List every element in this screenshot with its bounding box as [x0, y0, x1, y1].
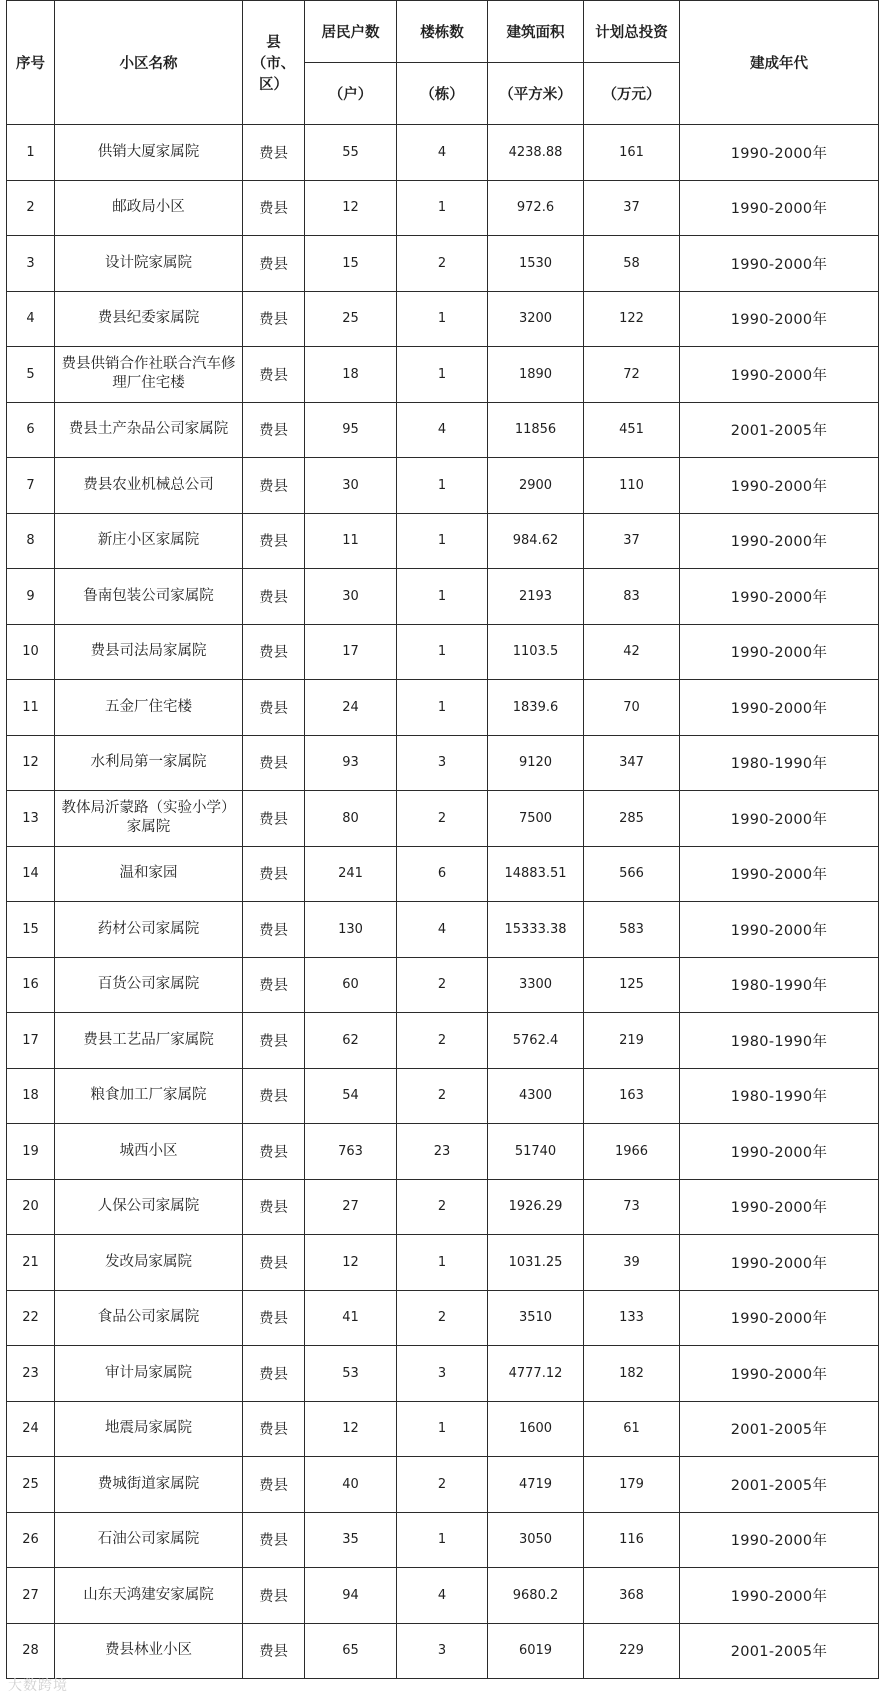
- table-row: [7, 1290, 879, 1346]
- cell-county: 费县: [243, 402, 305, 458]
- cell-investment: 583: [584, 902, 680, 958]
- cell-name: 地震局家属院: [55, 1401, 243, 1457]
- cell-seq: 25: [7, 1457, 55, 1513]
- table-row: [7, 1623, 879, 1679]
- cell-seq: 14: [7, 846, 55, 902]
- cell-era: 2001-2005年: [680, 402, 879, 458]
- cell-era: 1990-2000年: [680, 125, 879, 181]
- table-row: [7, 347, 879, 403]
- cell-area: 1926.29: [488, 1179, 584, 1235]
- cell-households: 40: [305, 1457, 397, 1513]
- cell-buildings: 2: [397, 957, 488, 1013]
- cell-investment: 161: [584, 125, 680, 181]
- cell-households: 35: [305, 1512, 397, 1568]
- cell-buildings: 4: [397, 402, 488, 458]
- cell-buildings: 2: [397, 1068, 488, 1124]
- cell-name: 费县农业机械总公司: [55, 458, 243, 514]
- cell-era: 1980-1990年: [680, 957, 879, 1013]
- table-row: [7, 1179, 879, 1235]
- cell-area: 1103.5: [488, 624, 584, 680]
- cell-county: 费县: [243, 1290, 305, 1346]
- cell-name: 费县供销合作社联合汽车修理厂住宅楼: [55, 347, 243, 403]
- cell-area: 7500: [488, 791, 584, 847]
- cell-era: 1990-2000年: [680, 347, 879, 403]
- cell-seq: 26: [7, 1512, 55, 1568]
- header-investment: 计划总投资: [584, 1, 680, 63]
- cell-seq: 13: [7, 791, 55, 847]
- cell-county: 费县: [243, 1124, 305, 1180]
- cell-seq: 28: [7, 1623, 55, 1679]
- cell-investment: 1966: [584, 1124, 680, 1180]
- cell-households: 15: [305, 236, 397, 292]
- cell-era: 2001-2005年: [680, 1401, 879, 1457]
- cell-era: 1990-2000年: [680, 1124, 879, 1180]
- table-row: [7, 902, 879, 958]
- cell-area: 4238.88: [488, 125, 584, 181]
- cell-name: 城西小区: [55, 1124, 243, 1180]
- cell-name: 费县林业小区: [55, 1623, 243, 1679]
- cell-county: 费县: [243, 791, 305, 847]
- cell-buildings: 1: [397, 1235, 488, 1291]
- cell-county: 费县: [243, 1013, 305, 1069]
- cell-buildings: 3: [397, 1346, 488, 1402]
- cell-county: 费县: [243, 347, 305, 403]
- header-era: 建成年代: [680, 1, 879, 125]
- cell-county: 费县: [243, 1623, 305, 1679]
- cell-seq: 19: [7, 1124, 55, 1180]
- cell-households: 65: [305, 1623, 397, 1679]
- cell-county: 费县: [243, 1346, 305, 1402]
- cell-investment: 347: [584, 735, 680, 791]
- cell-buildings: 1: [397, 624, 488, 680]
- cell-buildings: 1: [397, 680, 488, 736]
- table-row: [7, 180, 879, 236]
- cell-seq: 10: [7, 624, 55, 680]
- cell-buildings: 23: [397, 1124, 488, 1180]
- cell-investment: 125: [584, 957, 680, 1013]
- cell-name: 百货公司家属院: [55, 957, 243, 1013]
- cell-households: 763: [305, 1124, 397, 1180]
- cell-seq: 23: [7, 1346, 55, 1402]
- cell-seq: 20: [7, 1179, 55, 1235]
- header-households: 居民户数: [305, 1, 397, 63]
- cell-area: 15333.38: [488, 902, 584, 958]
- header-county: 县（市、区）: [243, 1, 305, 125]
- cell-households: 30: [305, 458, 397, 514]
- table-row: [7, 125, 879, 181]
- cell-buildings: 1: [397, 1401, 488, 1457]
- cell-buildings: 2: [397, 1457, 488, 1513]
- cell-investment: 133: [584, 1290, 680, 1346]
- cell-era: 1990-2000年: [680, 1290, 879, 1346]
- cell-buildings: 2: [397, 1290, 488, 1346]
- table-row: [7, 735, 879, 791]
- cell-name: 审计局家属院: [55, 1346, 243, 1402]
- cell-name: 石油公司家属院: [55, 1512, 243, 1568]
- cell-seq: 8: [7, 513, 55, 569]
- cell-era: 1990-2000年: [680, 1568, 879, 1624]
- cell-name: 山东天鸿建安家属院: [55, 1568, 243, 1624]
- cell-seq: 12: [7, 735, 55, 791]
- table-row: [7, 1013, 879, 1069]
- table-row: [7, 1068, 879, 1124]
- cell-households: 12: [305, 1401, 397, 1457]
- cell-county: 费县: [243, 902, 305, 958]
- table-row: [7, 236, 879, 292]
- cell-seq: 18: [7, 1068, 55, 1124]
- cell-seq: 17: [7, 1013, 55, 1069]
- cell-name: 供销大厦家属院: [55, 125, 243, 181]
- table-row: [7, 1512, 879, 1568]
- cell-households: 12: [305, 1235, 397, 1291]
- housing-table: [6, 0, 879, 1679]
- header-buildings: 楼栋数: [397, 1, 488, 63]
- cell-area: 1890: [488, 347, 584, 403]
- cell-era: 1980-1990年: [680, 735, 879, 791]
- cell-era: 1990-2000年: [680, 1179, 879, 1235]
- table-row: [7, 1568, 879, 1624]
- cell-era: 1990-2000年: [680, 291, 879, 347]
- cell-investment: 229: [584, 1623, 680, 1679]
- cell-name: 邮政局小区: [55, 180, 243, 236]
- cell-seq: 7: [7, 458, 55, 514]
- cell-investment: 219: [584, 1013, 680, 1069]
- table-row: [7, 680, 879, 736]
- cell-name: 鲁南包装公司家属院: [55, 569, 243, 625]
- cell-era: 1990-2000年: [680, 236, 879, 292]
- cell-investment: 73: [584, 1179, 680, 1235]
- cell-name: 食品公司家属院: [55, 1290, 243, 1346]
- cell-name: 费县司法局家属院: [55, 624, 243, 680]
- cell-seq: 4: [7, 291, 55, 347]
- table-row: [7, 291, 879, 347]
- cell-county: 费县: [243, 1457, 305, 1513]
- cell-name: 费县工艺品厂家属院: [55, 1013, 243, 1069]
- cell-area: 4719: [488, 1457, 584, 1513]
- cell-buildings: 2: [397, 791, 488, 847]
- cell-era: 1990-2000年: [680, 846, 879, 902]
- cell-investment: 39: [584, 1235, 680, 1291]
- cell-county: 费县: [243, 1568, 305, 1624]
- cell-households: 41: [305, 1290, 397, 1346]
- header-area: 建筑面积: [488, 1, 584, 63]
- cell-county: 费县: [243, 1179, 305, 1235]
- cell-households: 25: [305, 291, 397, 347]
- cell-buildings: 1: [397, 291, 488, 347]
- cell-buildings: 4: [397, 902, 488, 958]
- cell-investment: 122: [584, 291, 680, 347]
- cell-seq: 15: [7, 902, 55, 958]
- cell-county: 费县: [243, 1512, 305, 1568]
- cell-buildings: 2: [397, 1179, 488, 1235]
- cell-era: 1990-2000年: [680, 1512, 879, 1568]
- header-investment-unit: （万元）: [584, 63, 680, 125]
- table-row: [7, 846, 879, 902]
- cell-era: 1990-2000年: [680, 569, 879, 625]
- cell-name: 温和家园: [55, 846, 243, 902]
- table-header: [7, 1, 879, 125]
- cell-households: 54: [305, 1068, 397, 1124]
- watermark: 大数跨境: [8, 1678, 68, 1694]
- header-seq: 序号: [7, 1, 55, 125]
- cell-seq: 16: [7, 957, 55, 1013]
- cell-buildings: 6: [397, 846, 488, 902]
- cell-area: 3200: [488, 291, 584, 347]
- cell-county: 费县: [243, 735, 305, 791]
- cell-era: 1990-2000年: [680, 624, 879, 680]
- cell-area: 2193: [488, 569, 584, 625]
- cell-name: 水利局第一家属院: [55, 735, 243, 791]
- table-row: [7, 402, 879, 458]
- cell-county: 费县: [243, 680, 305, 736]
- cell-investment: 70: [584, 680, 680, 736]
- cell-investment: 37: [584, 180, 680, 236]
- cell-county: 费县: [243, 1235, 305, 1291]
- table-row: [7, 624, 879, 680]
- cell-seq: 21: [7, 1235, 55, 1291]
- cell-era: 1980-1990年: [680, 1068, 879, 1124]
- cell-county: 费县: [243, 291, 305, 347]
- cell-households: 12: [305, 180, 397, 236]
- table-row: [7, 458, 879, 514]
- cell-households: 62: [305, 1013, 397, 1069]
- cell-households: 241: [305, 846, 397, 902]
- cell-buildings: 4: [397, 125, 488, 181]
- table-row: [7, 791, 879, 847]
- cell-investment: 179: [584, 1457, 680, 1513]
- cell-area: 14883.51: [488, 846, 584, 902]
- cell-buildings: 1: [397, 347, 488, 403]
- cell-households: 24: [305, 680, 397, 736]
- header-name: 小区名称: [55, 1, 243, 125]
- cell-buildings: 1: [397, 180, 488, 236]
- cell-investment: 566: [584, 846, 680, 902]
- cell-county: 费县: [243, 236, 305, 292]
- cell-investment: 37: [584, 513, 680, 569]
- cell-households: 30: [305, 569, 397, 625]
- table-row: [7, 1124, 879, 1180]
- cell-seq: 24: [7, 1401, 55, 1457]
- header-area-unit: （平方米）: [488, 63, 584, 125]
- cell-county: 费县: [243, 513, 305, 569]
- cell-investment: 163: [584, 1068, 680, 1124]
- cell-county: 费县: [243, 458, 305, 514]
- cell-seq: 11: [7, 680, 55, 736]
- cell-investment: 285: [584, 791, 680, 847]
- cell-seq: 22: [7, 1290, 55, 1346]
- cell-county: 费县: [243, 1401, 305, 1457]
- cell-era: 2001-2005年: [680, 1457, 879, 1513]
- cell-county: 费县: [243, 1068, 305, 1124]
- cell-era: 1990-2000年: [680, 1346, 879, 1402]
- cell-area: 11856: [488, 402, 584, 458]
- cell-seq: 6: [7, 402, 55, 458]
- cell-era: 1980-1990年: [680, 1013, 879, 1069]
- cell-buildings: 2: [397, 1013, 488, 1069]
- cell-era: 1990-2000年: [680, 791, 879, 847]
- cell-name: 五金厂住宅楼: [55, 680, 243, 736]
- table-row: [7, 1457, 879, 1513]
- cell-investment: 42: [584, 624, 680, 680]
- cell-buildings: 1: [397, 1512, 488, 1568]
- cell-era: 1990-2000年: [680, 1235, 879, 1291]
- cell-area: 972.6: [488, 180, 584, 236]
- cell-seq: 9: [7, 569, 55, 625]
- cell-households: 60: [305, 957, 397, 1013]
- cell-seq: 1: [7, 125, 55, 181]
- cell-name: 人保公司家属院: [55, 1179, 243, 1235]
- cell-buildings: 3: [397, 1623, 488, 1679]
- cell-name: 粮食加工厂家属院: [55, 1068, 243, 1124]
- cell-area: 1530: [488, 236, 584, 292]
- table-body: [7, 125, 879, 1679]
- cell-era: 1990-2000年: [680, 180, 879, 236]
- cell-county: 费县: [243, 624, 305, 680]
- cell-households: 95: [305, 402, 397, 458]
- cell-households: 93: [305, 735, 397, 791]
- cell-households: 130: [305, 902, 397, 958]
- cell-investment: 83: [584, 569, 680, 625]
- cell-area: 1839.6: [488, 680, 584, 736]
- cell-households: 11: [305, 513, 397, 569]
- cell-investment: 451: [584, 402, 680, 458]
- cell-era: 1990-2000年: [680, 458, 879, 514]
- cell-area: 984.62: [488, 513, 584, 569]
- cell-investment: 116: [584, 1512, 680, 1568]
- table-row: [7, 1401, 879, 1457]
- cell-county: 费县: [243, 846, 305, 902]
- cell-county: 费县: [243, 569, 305, 625]
- table-row: [7, 957, 879, 1013]
- cell-area: 9120: [488, 735, 584, 791]
- cell-county: 费县: [243, 125, 305, 181]
- cell-area: 1600: [488, 1401, 584, 1457]
- cell-investment: 368: [584, 1568, 680, 1624]
- cell-county: 费县: [243, 180, 305, 236]
- cell-households: 18: [305, 347, 397, 403]
- cell-area: 9680.2: [488, 1568, 584, 1624]
- cell-seq: 3: [7, 236, 55, 292]
- cell-buildings: 3: [397, 735, 488, 791]
- cell-investment: 110: [584, 458, 680, 514]
- cell-buildings: 1: [397, 458, 488, 514]
- cell-buildings: 1: [397, 513, 488, 569]
- table-row: [7, 569, 879, 625]
- cell-buildings: 4: [397, 1568, 488, 1624]
- cell-area: 2900: [488, 458, 584, 514]
- cell-area: 5762.4: [488, 1013, 584, 1069]
- cell-seq: 27: [7, 1568, 55, 1624]
- cell-households: 55: [305, 125, 397, 181]
- cell-area: 3050: [488, 1512, 584, 1568]
- cell-name: 发改局家属院: [55, 1235, 243, 1291]
- header-buildings-unit: （栋）: [397, 63, 488, 125]
- cell-investment: 58: [584, 236, 680, 292]
- cell-era: 1990-2000年: [680, 513, 879, 569]
- cell-county: 费县: [243, 957, 305, 1013]
- cell-buildings: 2: [397, 236, 488, 292]
- table-row: [7, 1235, 879, 1291]
- cell-name: 设计院家属院: [55, 236, 243, 292]
- cell-area: 3510: [488, 1290, 584, 1346]
- cell-name: 费城街道家属院: [55, 1457, 243, 1513]
- cell-investment: 182: [584, 1346, 680, 1402]
- cell-investment: 72: [584, 347, 680, 403]
- cell-name: 费县土产杂品公司家属院: [55, 402, 243, 458]
- cell-seq: 2: [7, 180, 55, 236]
- cell-era: 1990-2000年: [680, 680, 879, 736]
- cell-buildings: 1: [397, 569, 488, 625]
- cell-households: 27: [305, 1179, 397, 1235]
- cell-name: 新庄小区家属院: [55, 513, 243, 569]
- table-row: [7, 1346, 879, 1402]
- cell-name: 药材公司家属院: [55, 902, 243, 958]
- cell-era: 2001-2005年: [680, 1623, 879, 1679]
- cell-households: 80: [305, 791, 397, 847]
- cell-name: 费县纪委家属院: [55, 291, 243, 347]
- cell-area: 4300: [488, 1068, 584, 1124]
- cell-seq: 5: [7, 347, 55, 403]
- cell-area: 6019: [488, 1623, 584, 1679]
- cell-area: 51740: [488, 1124, 584, 1180]
- header-households-unit: （户）: [305, 63, 397, 125]
- table-row: [7, 513, 879, 569]
- cell-area: 4777.12: [488, 1346, 584, 1402]
- cell-households: 17: [305, 624, 397, 680]
- cell-households: 53: [305, 1346, 397, 1402]
- cell-era: 1990-2000年: [680, 902, 879, 958]
- cell-area: 1031.25: [488, 1235, 584, 1291]
- cell-investment: 61: [584, 1401, 680, 1457]
- cell-name: 教体局沂蒙路（实验小学）家属院: [55, 791, 243, 847]
- cell-area: 3300: [488, 957, 584, 1013]
- cell-households: 94: [305, 1568, 397, 1624]
